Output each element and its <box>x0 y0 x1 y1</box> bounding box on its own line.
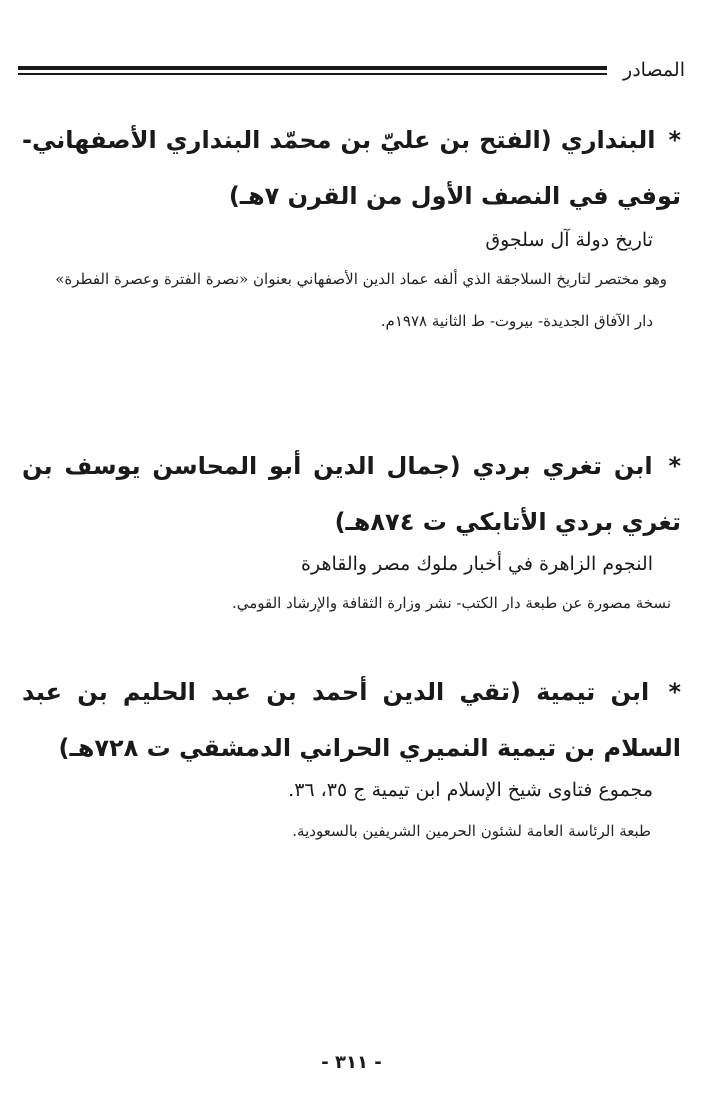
entry-marker: * <box>668 452 681 480</box>
entry-heading-text: البنداري (الفتح بن عليّ بن محمّد البنداري الأصفهاني- توفي في النصف الأول من القرن ٧هـ) <box>22 126 681 210</box>
entry-marker: * <box>668 126 681 154</box>
entry-heading <box>22 438 681 550</box>
book-title: تاريخ دولة آل سلجوق <box>485 229 653 251</box>
header-rule <box>18 66 607 75</box>
publication-info: دار الآفاق الجديدة- بيروت- ط الثانية ١٩٧٨م. <box>380 312 653 330</box>
book-title: النجوم الزاهرة في أخبار ملوك مصر والقاهرة <box>301 553 653 575</box>
entry-heading-text: ابن تغري بردي (جمال الدين أبو المحاسن يوسف بن تغري بردي الأتابكي ت ٨٧٤هـ) <box>22 452 681 536</box>
entry-heading <box>22 664 681 776</box>
header-title: المصادر <box>623 59 685 81</box>
entry-heading-text: ابن تيمية (تقي الدين أحمد بن عبد الحليم بن عبد السلام بن تيمية النميري الحراني الدمشقي ت ٧٢٨هـ) <box>22 678 681 762</box>
entry-marker: * <box>668 678 681 706</box>
source-entry <box>22 112 681 334</box>
header-rule-thin <box>18 73 607 75</box>
header-rule-thick <box>18 66 607 70</box>
book-note: وهو مختصر لتاريخ السلاجقة الذي ألفه عماد الدين الأصفهاني بعنوان «نصرة الفترة وعصرة الفطرة» <box>55 270 667 288</box>
entry-heading <box>22 112 681 224</box>
running-header <box>18 58 685 84</box>
book-title: مجموع فتاوى شيخ الإسلام ابن تيمية ج ٣٥، ٣٦. <box>288 779 653 801</box>
source-entry <box>22 664 681 844</box>
publication-info: طبعة الرئاسة العامة لشئون الحرمين الشريفين بالسعودية. <box>292 822 651 840</box>
source-entry <box>22 438 681 616</box>
page-number: - ٣١١ - <box>321 1052 382 1073</box>
publication-info: نسخة مصورة عن طبعة دار الكتب- نشر وزارة الثقافة والإرشاد القومي. <box>231 594 671 612</box>
